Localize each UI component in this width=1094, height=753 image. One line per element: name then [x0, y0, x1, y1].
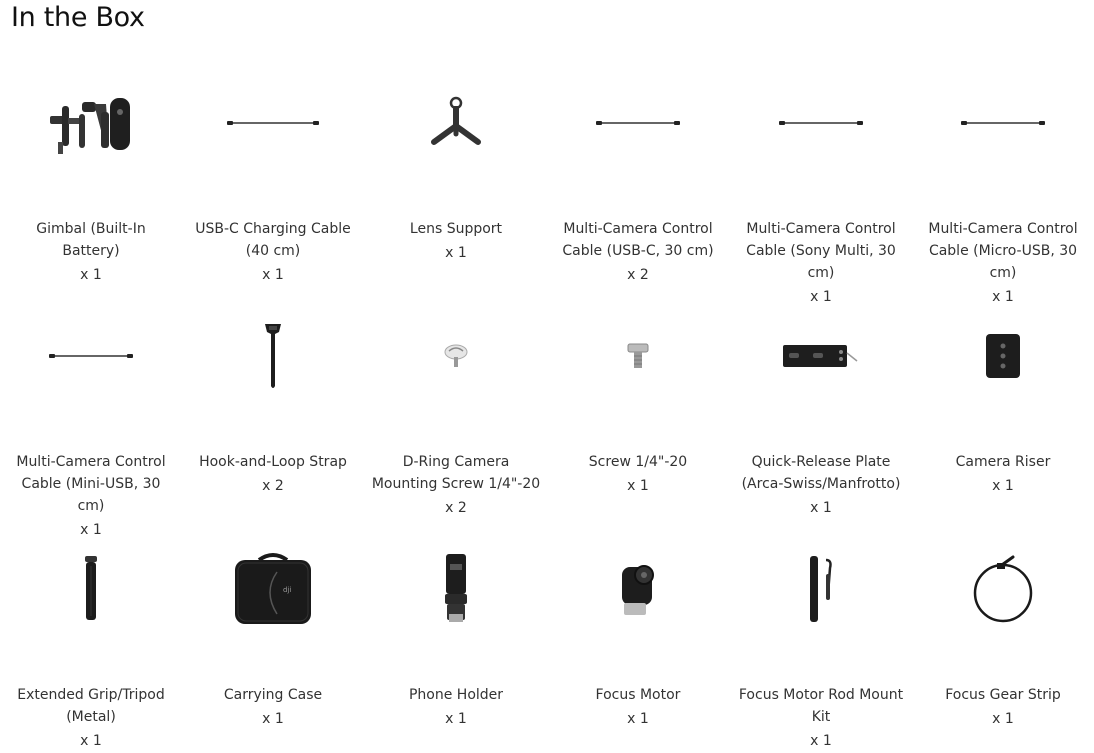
- box-item: [730, 68, 912, 308]
- item-label: Lens Support: [409, 221, 503, 237]
- item-quantity: x 1: [992, 478, 1014, 494]
- item-quantity: x 1: [627, 478, 649, 494]
- svg-text:dji: dji: [283, 586, 292, 594]
- item-label: D-Ring Camera Mounting Screw 1/4"-20: [371, 454, 541, 492]
- item-quantity: x 1: [445, 245, 467, 261]
- item-label: Gimbal (Built-In Battery): [36, 221, 146, 259]
- item-quantity: x 1: [262, 267, 284, 283]
- gimbal-icon: [0, 68, 182, 178]
- box-item: [547, 301, 729, 497]
- carrying-case-icon: [182, 534, 364, 644]
- item-quantity: x 1: [262, 711, 284, 727]
- item-quantity: x 1: [80, 733, 102, 749]
- item-label: Multi-Camera Control Cable (Mini-USB, 30 cm): [16, 454, 166, 514]
- gear-strip-icon: [912, 534, 1094, 644]
- box-item: [182, 534, 364, 730]
- strap-icon: [182, 301, 364, 411]
- page-title: In the Box: [11, 2, 145, 33]
- box-item: [182, 68, 364, 286]
- tripod-icon: [0, 534, 182, 644]
- box-item: [730, 534, 912, 752]
- item-label: Multi-Camera Control Cable (Micro-USB, 30 cm): [928, 221, 1078, 281]
- item-label: Multi-Camera Control Cable (Sony Multi, 30 cm): [746, 221, 896, 281]
- camera-riser-icon: [912, 301, 1094, 411]
- quick-release-plate-icon: [730, 301, 912, 411]
- item-quantity: x 1: [992, 289, 1014, 305]
- cable-icon: [182, 68, 364, 178]
- item-label: Focus Motor: [595, 687, 681, 703]
- item-quantity: x 2: [262, 478, 284, 494]
- item-quantity: x 1: [810, 289, 832, 305]
- d-ring-screw-icon: [365, 301, 547, 411]
- box-item: [0, 301, 182, 541]
- box-item: [182, 301, 364, 497]
- box-item: [912, 301, 1094, 497]
- cable-icon: [730, 68, 912, 178]
- box-item: [547, 68, 729, 286]
- box-item: [0, 534, 182, 752]
- item-label: Phone Holder: [408, 687, 504, 703]
- item-label: Extended Grip/Tripod (Metal): [17, 687, 165, 725]
- item-quantity: x 1: [80, 522, 102, 538]
- item-label: Focus Gear Strip: [945, 687, 1061, 703]
- item-quantity: x 1: [627, 711, 649, 727]
- phone-holder-icon: [365, 534, 547, 644]
- item-quantity: x 1: [810, 733, 832, 749]
- box-item: [365, 534, 547, 730]
- item-label: Camera Riser: [955, 454, 1051, 470]
- item-label: Quick-Release Plate (Arca-Swiss/Manfrotto): [741, 454, 901, 492]
- focus-motor-icon: [547, 534, 729, 644]
- cable-icon: [912, 68, 1094, 178]
- box-item: [0, 68, 182, 286]
- item-label: Carrying Case: [223, 687, 323, 703]
- item-label: Screw 1/4"-20: [588, 454, 688, 470]
- item-quantity: x 1: [810, 500, 832, 516]
- box-item: [547, 534, 729, 730]
- item-quantity: x 1: [992, 711, 1014, 727]
- screw-icon: [547, 301, 729, 411]
- item-label: Hook-and-Loop Strap: [199, 454, 347, 470]
- lens-support-icon: [365, 68, 547, 178]
- item-quantity: x 1: [80, 267, 102, 283]
- box-item: [365, 301, 547, 519]
- box-item: [730, 301, 912, 519]
- item-quantity: x 2: [627, 267, 649, 283]
- item-label: USB-C Charging Cable (40 cm): [195, 221, 351, 259]
- cable-icon: [547, 68, 729, 178]
- rod-mount-icon: [730, 534, 912, 644]
- item-quantity: x 1: [445, 711, 467, 727]
- box-item: [912, 534, 1094, 730]
- box-item: [365, 68, 547, 264]
- item-label: Focus Motor Rod Mount Kit: [738, 687, 904, 725]
- cable-icon: [0, 301, 182, 411]
- item-label: Multi-Camera Control Cable (USB-C, 30 cm): [562, 221, 714, 259]
- item-quantity: x 2: [445, 500, 467, 516]
- box-item: [912, 68, 1094, 308]
